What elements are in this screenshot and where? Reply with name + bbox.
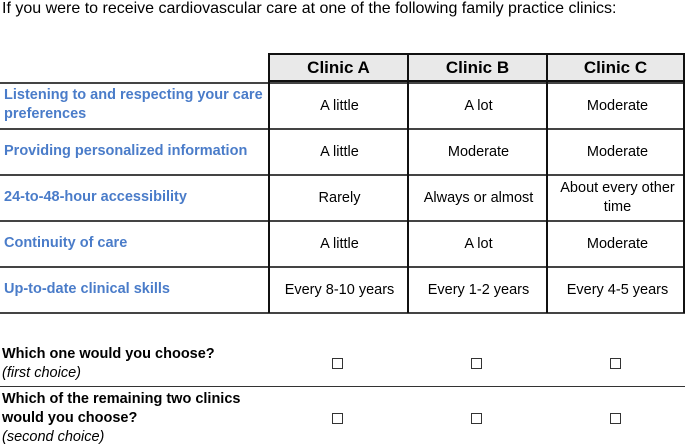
attribute-label: 24-to-48-hour accessibility [4, 188, 187, 205]
attribute-value: A little [320, 143, 359, 160]
attribute-value: A lot [464, 235, 493, 252]
column-border [407, 53, 409, 313]
checkbox-second-clinic-a[interactable] [332, 413, 343, 424]
attribute-value: Always or almost [423, 189, 534, 206]
attribute-value: Every 8-10 years [284, 281, 395, 298]
attribute-value: Every 1-2 years [427, 281, 530, 298]
question-first-choice [2, 345, 215, 383]
question-text: Which one would you choose? [2, 346, 215, 362]
checkbox-first-clinic-a[interactable] [332, 358, 343, 369]
attribute-label: Providing personalized information [4, 142, 248, 159]
attribute-value: Moderate [586, 235, 649, 252]
header-clinic-c: Clinic C [546, 53, 685, 82]
question-second-choice [2, 390, 262, 447]
column-border [546, 53, 548, 313]
header-clinic-a: Clinic A [268, 53, 409, 82]
attribute-value: Moderate [447, 143, 510, 160]
question-text: Which of the remaining two clinics would you choose? [2, 391, 241, 426]
attribute-value: Moderate [586, 97, 649, 114]
checkbox-second-clinic-c[interactable] [610, 413, 621, 424]
attribute-value: Moderate [586, 143, 649, 160]
attribute-value: About every other time [560, 180, 675, 215]
row-divider [0, 312, 685, 314]
checkbox-second-clinic-b[interactable] [471, 413, 482, 424]
column-border [268, 53, 270, 313]
attribute-value: Rarely [318, 189, 361, 206]
question-note: (second choice) [2, 429, 105, 445]
attribute-label: Listening to and respecting your care preferences [4, 87, 263, 122]
attribute-label: Continuity of care [4, 234, 128, 251]
attribute-value: A little [320, 235, 359, 252]
divider [0, 386, 685, 387]
attribute-value: Every 4-5 years [566, 281, 669, 298]
checkbox-first-clinic-c[interactable] [610, 358, 621, 369]
intro-text: If you were to receive cardiovascular care at one of the following family practice clinics: [2, 0, 617, 17]
question-note: (first choice) [2, 365, 81, 381]
header-clinic-b: Clinic B [407, 53, 548, 82]
checkbox-first-clinic-b[interactable] [471, 358, 482, 369]
attribute-label: Up-to-date clinical skills [4, 280, 170, 297]
attribute-value: A little [320, 97, 359, 114]
attribute-value: A lot [464, 97, 493, 114]
